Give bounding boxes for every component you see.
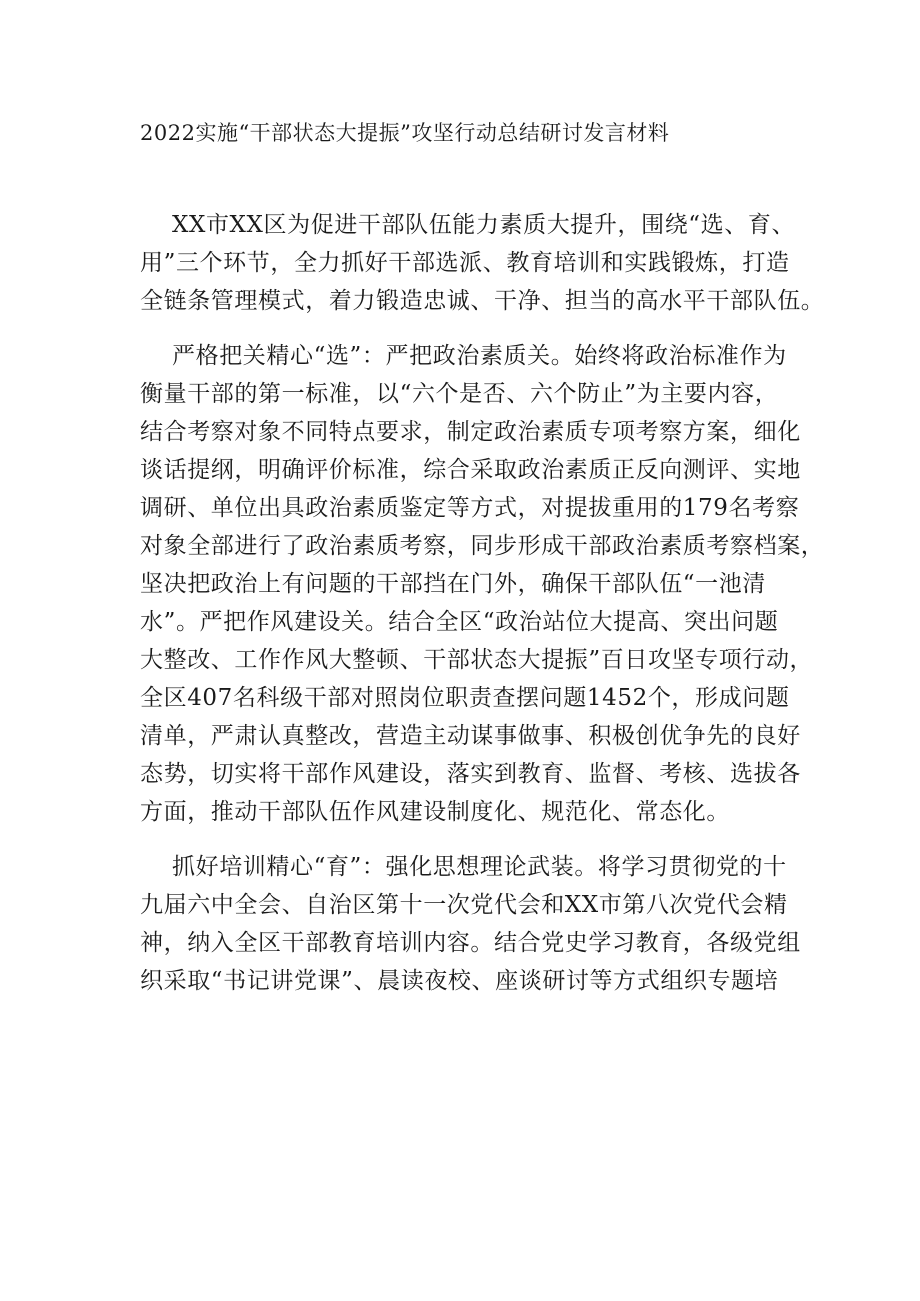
text-line: 衡量干部的第一标准，以“六个是否、六个防止”为主要内容， [140, 381, 779, 407]
text-line: 坚决把政治上有问题的干部挡在门外，确保干部队伍“一池清 [140, 571, 766, 597]
text-line: 态势，切实将干部作风建设，落实到教育、监督、考核、选拔各 [140, 761, 801, 787]
text-line: 用”三个环节，全力抓好干部选派、教育培训和实践锻炼，打造 [140, 250, 790, 276]
text-line: 神，纳入全区干部教育培训内容。结合党史学习教育，各级党组 [140, 930, 801, 956]
paragraph-training [140, 848, 801, 1000]
text-line: XX市XX区为促进干部队伍能力素质大提升，围绕“选、育、 [172, 212, 796, 238]
text-line: 织采取“书记讲党课”、晨读夜校、座谈研讨等方式组织专题培 [140, 968, 779, 994]
text-line: 九届六中全会、自治区第十一次党代会和XX市第八次党代会精 [140, 892, 788, 918]
text-line: 方面，推动干部队伍作风建设制度化、规范化、常态化。 [140, 799, 730, 825]
text-line: 大整改、工作作风大整顿、干部状态大提振”百日攻坚专项行动， [140, 647, 814, 673]
text-line: 清单，严肃认真整改，营造主动谋事做事、积极创优争先的良好 [140, 723, 801, 749]
text-line: 全链条管理模式，着力锻造忠诚、干净、担当的高水平干部队伍。 [140, 288, 825, 314]
paragraph-selection [140, 337, 825, 831]
text-line: 对象全部进行了政治素质考察，同步形成干部政治素质考察档案， [140, 533, 825, 559]
text-line: 全区407名科级干部对照岗位职责查摆问题1452个，形成问题 [140, 685, 790, 711]
document-title: 2022实施“干部状态大提振”攻坚行动总结研讨发言材料 [140, 121, 670, 145]
document-body [140, 206, 825, 1017]
text-line: 谈话提纲，明确评价标准，综合采取政治素质正反向测评、实地 [140, 457, 801, 483]
text-line: 严格把关精心“选”：严把政治素质关。始终将政治标准作为 [172, 343, 787, 369]
paragraph-intro [140, 206, 825, 320]
text-line: 调研、单位出具政治素质鉴定等方式，对提拔重用的179名考察 [140, 495, 800, 521]
text-line: 水”。严把作风建设关。结合全区“政治站位大提高、突出问题 [140, 609, 779, 635]
text-line: 抓好培训精心“育”：强化思想理论武装。将学习贯彻党的十 [172, 854, 787, 880]
text-line: 结合考察对象不同特点要求，制定政治素质专项考察方案，细化 [140, 419, 801, 445]
